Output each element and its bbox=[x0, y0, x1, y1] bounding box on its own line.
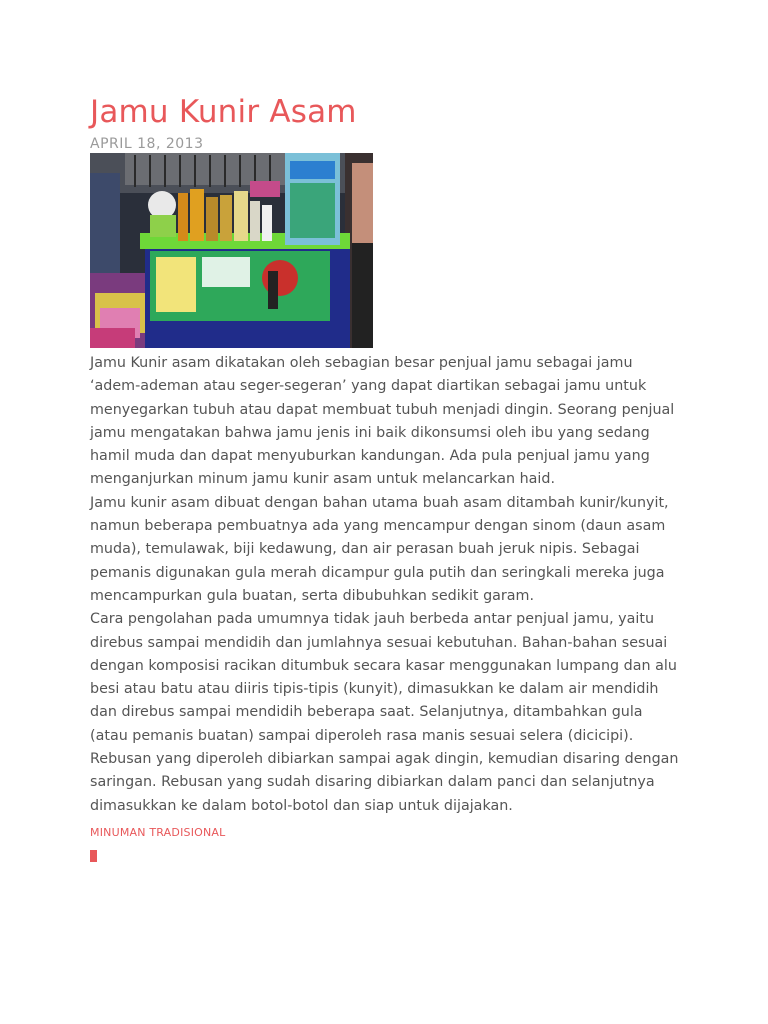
post-body bbox=[90, 352, 680, 818]
post-paragraph: Jamu Kunir asam dikatakan oleh sebagian besar penjual jamu sebagai jamu ‘adem-ademan atau seger-segeran’ yang dapat diartikan sebagai jamu untuk menyegarkan tubuh atau dapat membuat tubuh menjadi dingin. Seorang penjual jamu mengatakan bahwa jamu jenis ini baik dikonsumsi oleh ibu yang sedang hamil muda dan dapat menyuburkan kandungan. Ada pula penjual jamu yang menganjurkan minum jamu kunir asam untuk melancarkan haid. bbox=[90, 355, 675, 488]
post-paragraph: Jamu kunir asam dibuat dengan bahan utama buah asam ditambah kunir/kunyit, namun beberapa pembuatnya ada yang mencampur dengan sinom (daun asam muda), temulawak, biji kedawung, dan air perasan buah jeruk nipis. Sebagai pemanis digunakan gula merah dicampur gula putih dan seringkali mereka juga mencampurkan gula buatan, serta dibubuhkan sedikit garam. bbox=[90, 494, 669, 604]
blog-post bbox=[90, 92, 680, 862]
post-title[interactable]: Jamu Kunir Asam bbox=[90, 94, 357, 130]
small-red-box-icon bbox=[90, 850, 97, 862]
post-paragraph: Cara pengolahan pada umumnya tidak jauh berbeda antar penjual jamu, yaitu direbus sampai mendidih dan jumlahnya sesuai kebutuhan. Bahan-bahan sesuai dengan komposisi racikan ditumbuk secara kasar menggunakan lumpang dan alu besi atau batu atau diiris tipis-tipis (kunyit), dimasukkan ke dalam air mendidih dan direbus sampai mendidih beberapa saat. Selanjutnya, ditambahkan gula (atau pemanis buatan) sampai diperoleh rasa manis sesuai selera (dicicipi). Rebusan yang diperoleh dibiarkan sampai agak dingin, kemudian disaring dengan saringan. Rebusan yang sudah disaring dibiarkan dalam panci dan selanjutnya dimasukkan ke dalam botol-botol dan siap untuk dijajakan. bbox=[90, 611, 679, 814]
category-link[interactable]: MINUMAN TRADISIONAL bbox=[90, 825, 226, 839]
post-photo bbox=[90, 153, 373, 348]
post-date: APRIL 18, 2013 bbox=[90, 136, 204, 152]
